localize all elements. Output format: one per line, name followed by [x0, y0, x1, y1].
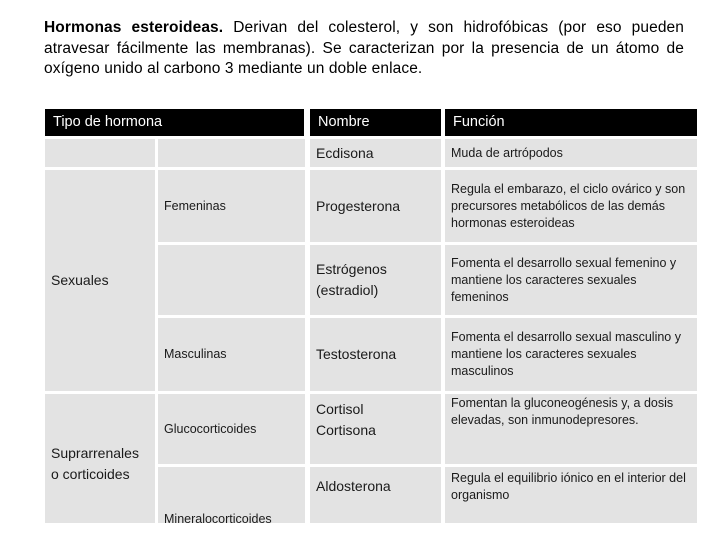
mineralocorticoides-cell: Mineralocorticoides — [158, 467, 305, 523]
suprarrenales-cell — [45, 394, 155, 523]
header-funcion: Función — [445, 109, 697, 136]
testosterona-funcion: Fomenta el desarrollo sexual masculino y mantiene los caracteres sexuales masculinos — [445, 318, 697, 391]
cortisol-nombre-l2: Cortisona — [316, 422, 376, 438]
intro-paragraph — [44, 18, 684, 80]
ecdisona-funcion: Muda de artrópodos — [445, 139, 697, 167]
sexuales-cell: Sexuales — [45, 170, 155, 391]
ecdisona-tipo-cell — [45, 139, 155, 167]
cortisol-nombre-l1: Cortisol — [316, 401, 364, 417]
ecdisona-subtipo-cell — [158, 139, 305, 167]
aldosterona-funcion: Regula el equilibrio iónico en el interior del organismo — [445, 467, 697, 523]
femeninas-cell: Femeninas — [158, 170, 305, 242]
suprarrenales-l2: o corticoides — [51, 465, 130, 482]
progesterona-nombre: Progesterona — [310, 170, 441, 242]
ecdisona-nombre: Ecdisona — [310, 139, 441, 167]
intro-text: Derivan del colesterol, y son hidrofóbicas (por eso pueden atravesar fácilmente las membranas). Se caracterizan por la presencia de un átomo de oxígeno unido al carbono 3 mediante un doble enlace. — [44, 19, 684, 77]
intro-title: Hormonas esteroideas. — [44, 19, 224, 36]
estrogenos-nombre-l2: (estradiol) — [316, 282, 379, 298]
estrogenos-funcion: Fomenta el desarrollo sexual femenino y mantiene los caracteres sexuales femeninos — [445, 245, 697, 315]
femeninas-empty-cell — [158, 245, 305, 315]
cortisol-nombre — [310, 394, 441, 464]
header-nombre: Nombre — [310, 109, 441, 136]
progesterona-funcion: Regula el embarazo, el ciclo ovárico y son precursores metabólicos de las demás hormonas esteroideas — [445, 170, 697, 242]
aldosterona-nombre: Aldosterona — [310, 467, 441, 523]
masculinas-cell: Masculinas — [158, 318, 305, 391]
glucocorticoides-cell: Glucocorticoides — [158, 394, 305, 464]
testosterona-nombre: Testosterona — [310, 318, 441, 391]
estrogenos-nombre — [310, 245, 441, 315]
cortisol-funcion: Fomentan la gluconeogénesis y, a dosis elevadas, son inmunodepresores. — [445, 394, 697, 464]
suprarrenales-l1: Suprarrenales — [51, 444, 139, 461]
header-tipo: Tipo de hormona — [45, 109, 304, 136]
estrogenos-nombre-l1: Estrógenos — [316, 261, 387, 277]
